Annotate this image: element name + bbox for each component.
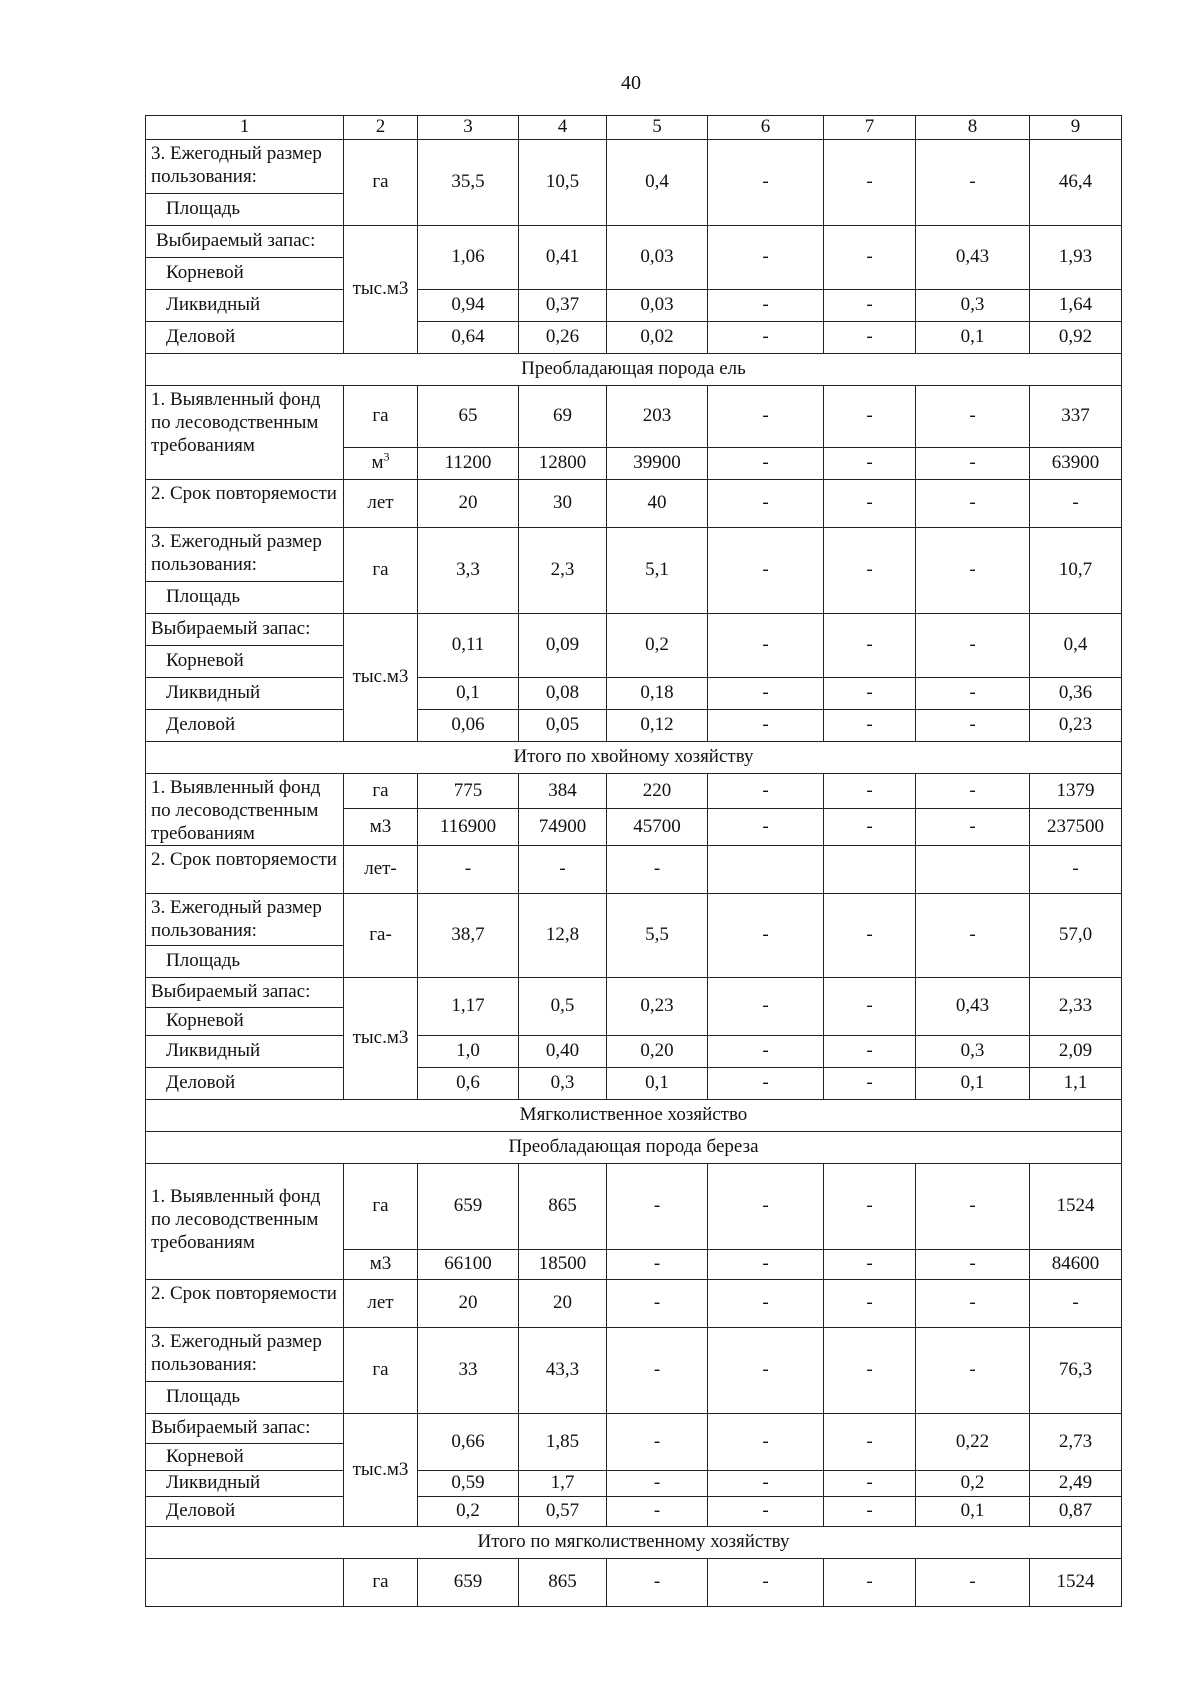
value-cell: 20	[418, 480, 519, 528]
value-cell: -	[824, 140, 916, 226]
value-cell: 337	[1030, 386, 1122, 448]
value-cell: 45700	[607, 809, 708, 846]
row-sublabel: Деловой	[146, 710, 344, 742]
value-cell: 865	[519, 1164, 607, 1250]
table-row	[146, 678, 1122, 710]
value-cell: -	[708, 978, 824, 1036]
value-cell: 0,1	[916, 1497, 1030, 1527]
value-cell: -	[916, 1559, 1030, 1607]
unit-cell: м3	[344, 1250, 418, 1280]
unit-cell: га-	[344, 894, 418, 978]
value-cell: 0,1	[916, 322, 1030, 354]
value-cell: 0,26	[519, 322, 607, 354]
value-cell: 659	[418, 1559, 519, 1607]
column-header: 5	[607, 116, 708, 140]
value-cell: -	[607, 846, 708, 894]
value-cell: 0,02	[607, 322, 708, 354]
value-cell: -	[607, 1280, 708, 1328]
value-cell: 0,2	[418, 1497, 519, 1527]
value-cell: -	[824, 1559, 916, 1607]
value-cell: 20	[418, 1280, 519, 1328]
value-cell: -	[607, 1471, 708, 1497]
value-cell: 2,09	[1030, 1036, 1122, 1068]
value-cell: 0,3	[916, 290, 1030, 322]
value-cell: 0,40	[519, 1036, 607, 1068]
value-cell: 1379	[1030, 774, 1122, 809]
value-cell: 1,85	[519, 1414, 607, 1471]
value-cell: -	[916, 894, 1030, 978]
value-cell: -	[418, 846, 519, 894]
value-cell: 84600	[1030, 1250, 1122, 1280]
value-cell: -	[824, 386, 916, 448]
value-cell: -	[824, 614, 916, 678]
value-cell: -	[708, 322, 824, 354]
unit-superscript: 3	[383, 449, 390, 464]
unit-cell: га	[344, 386, 418, 448]
table-row	[146, 846, 1122, 894]
value-cell: -	[607, 1559, 708, 1607]
unit-cell: м3	[344, 809, 418, 846]
value-cell: 775	[418, 774, 519, 809]
value-cell: -	[916, 614, 1030, 678]
value-cell: 237500	[1030, 809, 1122, 846]
value-cell: 0,3	[519, 1068, 607, 1100]
value-cell: 0,87	[1030, 1497, 1122, 1527]
value-cell: -	[916, 1250, 1030, 1280]
value-cell: 1524	[1030, 1559, 1122, 1607]
value-cell: 5,5	[607, 894, 708, 978]
value-cell: 865	[519, 1559, 607, 1607]
value-cell: 3,3	[418, 528, 519, 614]
value-cell: 0,1	[916, 1068, 1030, 1100]
value-cell: -	[708, 528, 824, 614]
table-row	[146, 226, 1122, 258]
value-cell: -	[708, 894, 824, 978]
row-sublabel: Ликвидный	[146, 1471, 344, 1497]
value-cell: 0,36	[1030, 678, 1122, 710]
value-cell: -	[708, 480, 824, 528]
value-cell: 0,43	[916, 978, 1030, 1036]
section-heading-row	[146, 354, 1122, 386]
value-cell: 11200	[418, 448, 519, 480]
value-cell: 40	[607, 480, 708, 528]
value-cell: 384	[519, 774, 607, 809]
column-header: 2	[344, 116, 418, 140]
column-number-row	[146, 116, 1122, 140]
value-cell: 39900	[607, 448, 708, 480]
row-label: 2. Срок повторяемости	[146, 846, 344, 894]
section-heading-row	[146, 1527, 1122, 1559]
table-row	[146, 1164, 1122, 1250]
value-cell: -	[916, 774, 1030, 809]
value-cell: -	[708, 614, 824, 678]
row-label: Выбираемый запас:	[146, 1414, 344, 1444]
value-cell: 0,03	[607, 226, 708, 290]
value-cell: -	[607, 1414, 708, 1471]
table-row	[146, 322, 1122, 354]
column-header: 7	[824, 116, 916, 140]
value-cell: 0,5	[519, 978, 607, 1036]
value-cell	[824, 846, 916, 894]
value-cell: -	[916, 480, 1030, 528]
value-cell: 10,5	[519, 140, 607, 226]
row-sublabel: Корневой	[146, 1444, 344, 1471]
section-heading: Мягколиственное хозяйство	[146, 1100, 1122, 1132]
row-label	[146, 1559, 344, 1607]
row-sublabel: Деловой	[146, 322, 344, 354]
column-header: 8	[916, 116, 1030, 140]
value-cell: 2,73	[1030, 1414, 1122, 1471]
row-sublabel: Корневой	[146, 646, 344, 678]
value-cell: 0,41	[519, 226, 607, 290]
value-cell: -	[708, 1559, 824, 1607]
section-heading-row	[146, 1100, 1122, 1132]
value-cell: 0,4	[607, 140, 708, 226]
row-sublabel: Ликвидный	[146, 1036, 344, 1068]
value-cell: 66100	[418, 1250, 519, 1280]
value-cell: 1,7	[519, 1471, 607, 1497]
value-cell: -	[916, 448, 1030, 480]
row-sublabel: Площадь	[146, 194, 344, 226]
value-cell: 659	[418, 1164, 519, 1250]
value-cell: 0,57	[519, 1497, 607, 1527]
value-cell: -	[824, 710, 916, 742]
unit-cell: тыс.м3	[344, 978, 418, 1100]
value-cell: 116900	[418, 809, 519, 846]
section-subheading: Преобладающая порода береза	[146, 1132, 1122, 1164]
value-cell: 38,7	[418, 894, 519, 978]
unit-cell: га	[344, 140, 418, 226]
value-cell: 1,17	[418, 978, 519, 1036]
value-cell: 0,20	[607, 1036, 708, 1068]
value-cell: 12800	[519, 448, 607, 480]
row-label: 2. Срок повторяемости	[146, 480, 344, 528]
value-cell: -	[708, 1414, 824, 1471]
value-cell: -	[708, 1497, 824, 1527]
value-cell: 2,3	[519, 528, 607, 614]
value-cell: -	[916, 678, 1030, 710]
table-row	[146, 1280, 1122, 1328]
value-cell: -	[519, 846, 607, 894]
value-cell: -	[824, 1497, 916, 1527]
page-number: 40	[621, 72, 641, 94]
value-cell: 1,06	[418, 226, 519, 290]
row-sublabel: Корневой	[146, 258, 344, 290]
section-heading: Преобладающая порода ель	[146, 354, 1122, 386]
value-cell: 0,92	[1030, 322, 1122, 354]
table-row	[146, 1471, 1122, 1497]
table-row	[146, 978, 1122, 1008]
row-sublabel: Площадь	[146, 582, 344, 614]
value-cell: -	[708, 1471, 824, 1497]
value-cell: -	[708, 1036, 824, 1068]
table-row	[146, 1414, 1122, 1444]
column-header: 3	[418, 116, 519, 140]
value-cell: 0,11	[418, 614, 519, 678]
value-cell: -	[824, 1250, 916, 1280]
value-cell: -	[916, 528, 1030, 614]
row-sublabel: Ликвидный	[146, 290, 344, 322]
table-row	[146, 480, 1122, 528]
value-cell: 43,3	[519, 1328, 607, 1414]
row-label: 3. Ежегодный размер пользования:	[146, 528, 344, 582]
value-cell: 0,3	[916, 1036, 1030, 1068]
unit-cell: га	[344, 1164, 418, 1250]
value-cell: -	[916, 1280, 1030, 1328]
value-cell: 69	[519, 386, 607, 448]
value-cell: 10,7	[1030, 528, 1122, 614]
value-cell: 5,1	[607, 528, 708, 614]
value-cell: -	[708, 1250, 824, 1280]
unit-cell: га	[344, 1328, 418, 1414]
value-cell: -	[824, 528, 916, 614]
column-header: 4	[519, 116, 607, 140]
value-cell: -	[708, 1068, 824, 1100]
table-row	[146, 1328, 1122, 1382]
value-cell: -	[824, 1328, 916, 1414]
value-cell: -	[916, 386, 1030, 448]
value-cell: 0,2	[607, 614, 708, 678]
value-cell: 0,94	[418, 290, 519, 322]
value-cell: 1,93	[1030, 226, 1122, 290]
value-cell: 0,06	[418, 710, 519, 742]
value-cell: 220	[607, 774, 708, 809]
value-cell: -	[708, 226, 824, 290]
value-cell: -	[607, 1250, 708, 1280]
value-cell: -	[1030, 1280, 1122, 1328]
value-cell: -	[824, 290, 916, 322]
value-cell: -	[1030, 846, 1122, 894]
row-label: Выбираемый запас:	[146, 614, 344, 646]
value-cell: 76,3	[1030, 1328, 1122, 1414]
value-cell: -	[607, 1328, 708, 1414]
row-label: 1. Выявленный фонд по лесоводственным требованиям	[146, 774, 344, 846]
value-cell: 0,66	[418, 1414, 519, 1471]
value-cell: 0,6	[418, 1068, 519, 1100]
table-row	[146, 774, 1122, 809]
value-cell: 0,2	[916, 1471, 1030, 1497]
unit-cell: га	[344, 1559, 418, 1607]
value-cell: -	[824, 678, 916, 710]
value-cell	[708, 846, 824, 894]
row-sublabel: Корневой	[146, 1008, 344, 1036]
value-cell: -	[708, 290, 824, 322]
table-row	[146, 1068, 1122, 1100]
value-cell: 2,49	[1030, 1471, 1122, 1497]
value-cell: 0,08	[519, 678, 607, 710]
unit-text: м	[371, 452, 384, 474]
row-label: 3. Ежегодный размер пользования:	[146, 1328, 344, 1382]
row-sublabel: Площадь	[146, 946, 344, 978]
value-cell: 65	[418, 386, 519, 448]
value-cell: 0,18	[607, 678, 708, 710]
section-heading-row	[146, 1132, 1122, 1164]
value-cell: 0,03	[607, 290, 708, 322]
row-label: 1. Выявленный фонд по лесоводственным требованиям	[146, 1164, 344, 1280]
table-row	[146, 1559, 1122, 1607]
value-cell: -	[607, 1164, 708, 1250]
unit-cell: лет	[344, 1280, 418, 1328]
value-cell: 2,33	[1030, 978, 1122, 1036]
table-row	[146, 614, 1122, 646]
column-header: 1	[146, 116, 344, 140]
value-cell: -	[824, 809, 916, 846]
value-cell: -	[824, 322, 916, 354]
row-sublabel: Площадь	[146, 1382, 344, 1414]
value-cell: 0,37	[519, 290, 607, 322]
value-cell: 0,43	[916, 226, 1030, 290]
value-cell: 0,64	[418, 322, 519, 354]
value-cell: -	[824, 448, 916, 480]
value-cell: -	[916, 1328, 1030, 1414]
row-label: 3. Ежегодный размер пользования:	[146, 894, 344, 946]
unit-cell	[344, 448, 418, 480]
value-cell: -	[708, 448, 824, 480]
row-sublabel: Ликвидный	[146, 678, 344, 710]
value-cell: -	[708, 710, 824, 742]
table-row	[146, 1497, 1122, 1527]
value-cell: -	[824, 1471, 916, 1497]
value-cell: -	[916, 809, 1030, 846]
column-header: 9	[1030, 116, 1122, 140]
value-cell	[916, 846, 1030, 894]
section-heading: Итого по мягколиственному хозяйству	[146, 1527, 1122, 1559]
row-label: 3. Ежегодный размер пользования:	[146, 140, 344, 194]
value-cell: -	[607, 1497, 708, 1527]
value-cell: 35,5	[418, 140, 519, 226]
value-cell: -	[824, 1414, 916, 1471]
table-row	[146, 1036, 1122, 1068]
table-row	[146, 710, 1122, 742]
value-cell: -	[916, 1164, 1030, 1250]
value-cell: 0,23	[1030, 710, 1122, 742]
value-cell: -	[708, 1328, 824, 1414]
unit-cell: тыс.м3	[344, 226, 418, 354]
section-heading-row	[146, 742, 1122, 774]
value-cell: -	[708, 386, 824, 448]
value-cell: 12,8	[519, 894, 607, 978]
value-cell: 1,64	[1030, 290, 1122, 322]
value-cell: 1,1	[1030, 1068, 1122, 1100]
value-cell: -	[824, 894, 916, 978]
row-label: Выбираемый запас:	[146, 226, 344, 258]
row-label: 2. Срок повторяемости	[146, 1280, 344, 1328]
column-header: 6	[708, 116, 824, 140]
value-cell: -	[824, 978, 916, 1036]
unit-cell: лет-	[344, 846, 418, 894]
value-cell: 57,0	[1030, 894, 1122, 978]
value-cell: -	[824, 1280, 916, 1328]
value-cell: 63900	[1030, 448, 1122, 480]
value-cell: 0,09	[519, 614, 607, 678]
value-cell: -	[708, 809, 824, 846]
value-cell: -	[708, 1280, 824, 1328]
value-cell: 0,1	[607, 1068, 708, 1100]
value-cell: -	[824, 774, 916, 809]
value-cell: -	[916, 710, 1030, 742]
value-cell: -	[708, 1164, 824, 1250]
value-cell: 18500	[519, 1250, 607, 1280]
row-sublabel: Деловой	[146, 1497, 344, 1527]
row-label: Выбираемый запас:	[146, 978, 344, 1008]
value-cell: 0,59	[418, 1471, 519, 1497]
row-label: 1. Выявленный фонд по лесоводственным требованиям	[146, 386, 344, 480]
value-cell: 0,05	[519, 710, 607, 742]
table-row	[146, 894, 1122, 946]
value-cell: 1,0	[418, 1036, 519, 1068]
value-cell: -	[824, 226, 916, 290]
value-cell: 0,4	[1030, 614, 1122, 678]
value-cell: -	[708, 140, 824, 226]
value-cell: -	[708, 678, 824, 710]
value-cell: 0,22	[916, 1414, 1030, 1471]
value-cell: -	[1030, 480, 1122, 528]
value-cell: -	[824, 1036, 916, 1068]
unit-cell: га	[344, 774, 418, 809]
unit-cell: тыс.м3	[344, 614, 418, 742]
value-cell: 0,12	[607, 710, 708, 742]
value-cell: 0,1	[418, 678, 519, 710]
table-row	[146, 290, 1122, 322]
value-cell: 0,23	[607, 978, 708, 1036]
table-row	[146, 386, 1122, 448]
table-row	[146, 140, 1122, 194]
value-cell: 203	[607, 386, 708, 448]
unit-cell: лет	[344, 480, 418, 528]
value-cell: -	[916, 140, 1030, 226]
table-row	[146, 528, 1122, 582]
value-cell: 74900	[519, 809, 607, 846]
row-sublabel: Деловой	[146, 1068, 344, 1100]
value-cell: 1524	[1030, 1164, 1122, 1250]
unit-cell: га	[344, 528, 418, 614]
value-cell: -	[708, 774, 824, 809]
value-cell: 20	[519, 1280, 607, 1328]
section-heading: Итого по хвойному хозяйству	[146, 742, 1122, 774]
value-cell: -	[824, 1068, 916, 1100]
value-cell: 33	[418, 1328, 519, 1414]
value-cell: -	[824, 480, 916, 528]
value-cell: 46,4	[1030, 140, 1122, 226]
value-cell: 30	[519, 480, 607, 528]
forest-use-table	[145, 115, 1122, 1607]
unit-cell: тыс.м3	[344, 1414, 418, 1527]
value-cell: -	[824, 1164, 916, 1250]
